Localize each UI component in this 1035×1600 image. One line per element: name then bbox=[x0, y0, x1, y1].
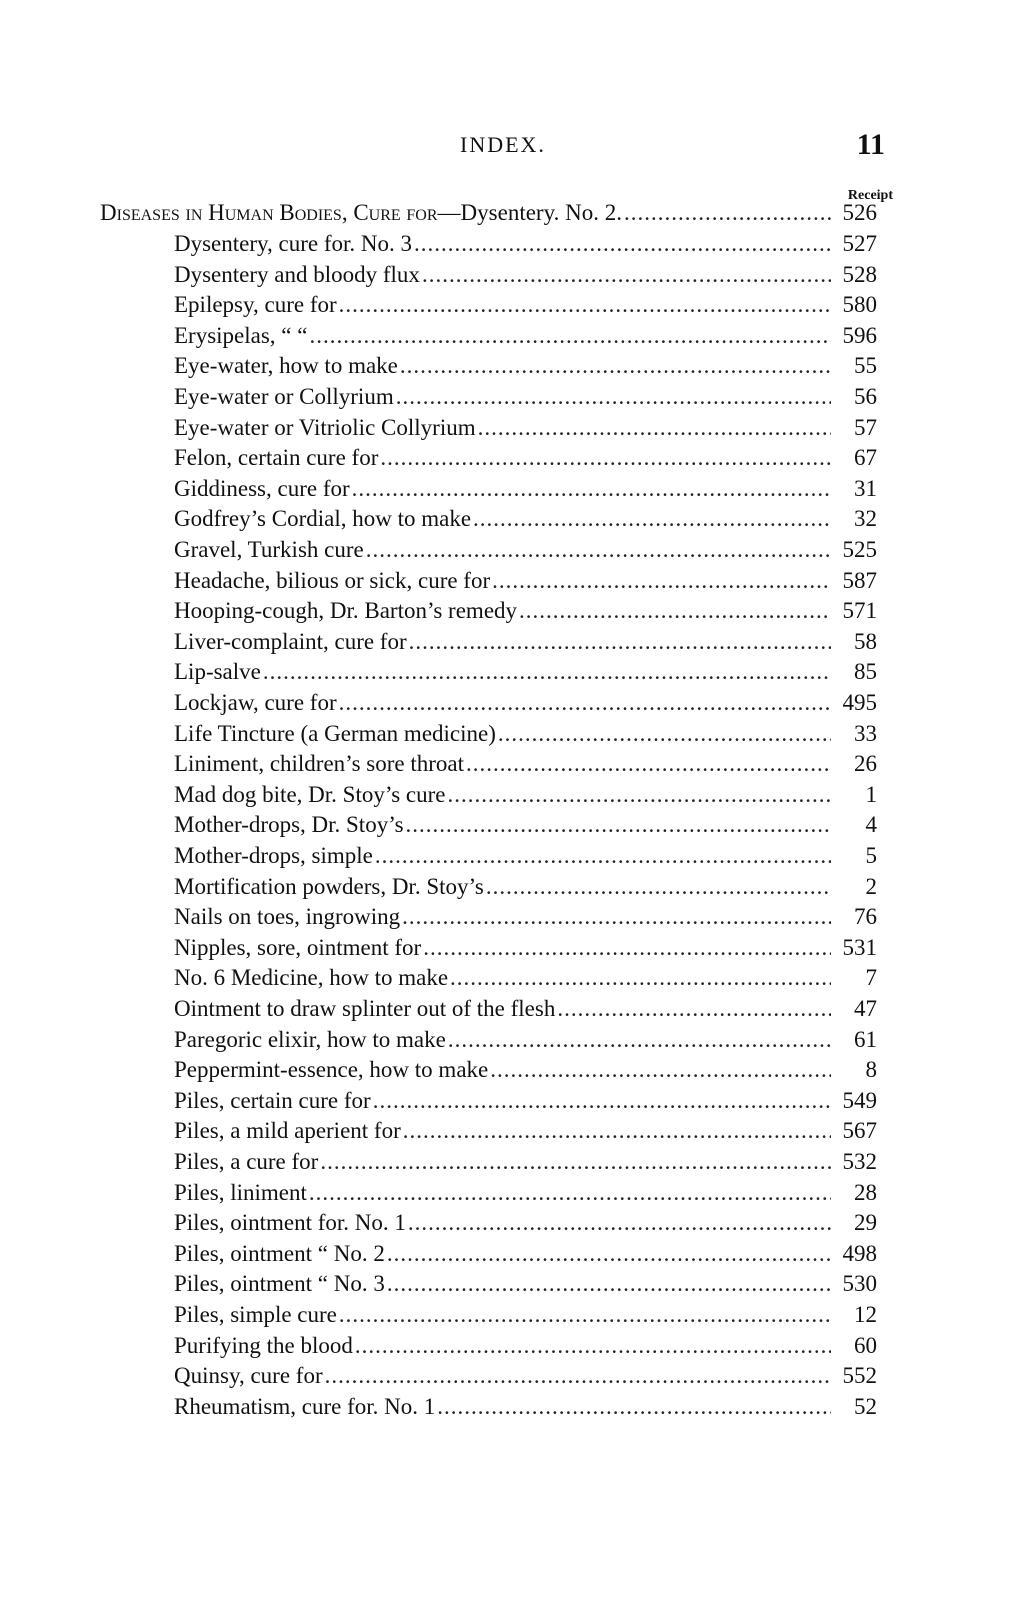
index-entry bbox=[174, 445, 877, 475]
lead-entry-text: —Dysentery. No. 2. bbox=[437, 200, 622, 225]
index-entry bbox=[174, 721, 877, 751]
index-entry bbox=[174, 812, 877, 842]
entry-text: No. 6 Medicine, how to make bbox=[174, 965, 449, 991]
entry-text: Hooping-cough, Dr. Barton’s remedy bbox=[174, 598, 518, 624]
receipt-number: 495 bbox=[842, 690, 877, 715]
leader-dots bbox=[423, 935, 831, 961]
entry-text: Ointment to draw splinter out of the flesh bbox=[174, 996, 556, 1021]
receipt-number: 31 bbox=[854, 475, 877, 501]
entry-text: Dysentery, cure for. No. 3 bbox=[174, 231, 413, 256]
receipt-number: 52 bbox=[854, 1393, 877, 1419]
entry-text: Piles, simple cure bbox=[174, 1302, 337, 1327]
index-entry bbox=[174, 292, 877, 322]
leader-dots bbox=[325, 1363, 831, 1389]
index-entry bbox=[174, 537, 877, 567]
receipt-number: 525 bbox=[842, 537, 877, 562]
entry-text: Piles, a mild aperient for bbox=[174, 1118, 401, 1144]
entry-text: Paregoric elixir, how to make bbox=[174, 1026, 446, 1052]
receipt-number: 55 bbox=[854, 353, 877, 379]
receipt-number: 58 bbox=[854, 628, 877, 654]
receipt-number: 26 bbox=[854, 751, 877, 777]
index-entry bbox=[174, 476, 877, 506]
receipt-number: 8 bbox=[865, 1057, 877, 1083]
entry-text: Life Tincture (a German medicine) bbox=[174, 720, 496, 746]
index-entry bbox=[174, 1363, 877, 1393]
receipt-number: 85 bbox=[854, 659, 877, 685]
index-entry bbox=[174, 568, 877, 598]
leader-dots bbox=[339, 1302, 831, 1328]
receipt-number: 4 bbox=[865, 812, 877, 838]
entry-text: Mortification powders, Dr. Stoy’s bbox=[174, 873, 484, 899]
receipt-number: 56 bbox=[854, 384, 877, 409]
leader-dots bbox=[406, 812, 831, 838]
index-entry bbox=[174, 1057, 877, 1087]
entry-text: Lockjaw, cure for bbox=[174, 690, 337, 715]
index-entry bbox=[174, 629, 877, 659]
leader-dots bbox=[414, 231, 831, 257]
leader-dots bbox=[490, 1057, 831, 1083]
receipt-number: 552 bbox=[842, 1363, 877, 1389]
entry-text: Giddiness, cure for bbox=[174, 475, 350, 501]
leader-dots bbox=[466, 751, 831, 777]
leader-dots bbox=[380, 445, 831, 471]
entry-text: Godfrey’s Cordial, how to make bbox=[174, 506, 472, 532]
index-entry bbox=[174, 231, 877, 261]
leader-dots bbox=[320, 1149, 831, 1175]
leader-dots bbox=[519, 598, 831, 624]
index-entry bbox=[174, 1210, 877, 1240]
section-heading: Diseases in Human Bodies, Cure for bbox=[100, 200, 438, 225]
receipt-number: 29 bbox=[854, 1210, 877, 1236]
entry-text: Felon, certain cure for bbox=[174, 445, 379, 471]
index-entry bbox=[174, 1118, 877, 1148]
leader-dots bbox=[437, 1394, 831, 1420]
index-entry bbox=[174, 690, 877, 720]
entry-text: Erysipelas, “ “ bbox=[174, 322, 308, 348]
leader-dots bbox=[387, 1241, 831, 1267]
receipt-number: 498 bbox=[842, 1240, 877, 1266]
entry-text: Dysentery and bloody flux bbox=[174, 261, 420, 287]
entry-text: Eye-water or Vitriolic Collyrium bbox=[174, 414, 476, 440]
receipt-number: 60 bbox=[854, 1332, 877, 1358]
entry-text: Piles, ointment “ No. 2 bbox=[174, 1240, 385, 1266]
receipt-number: 47 bbox=[854, 996, 877, 1021]
running-head: INDEX. bbox=[460, 132, 546, 157]
entry-text: Mother-drops, Dr. Stoy’s bbox=[174, 812, 404, 838]
receipt-number: 5 bbox=[865, 843, 877, 868]
index-entry bbox=[174, 323, 877, 353]
entry-text: Piles, ointment “ No. 3 bbox=[174, 1271, 385, 1297]
index-lead-entry bbox=[100, 200, 877, 230]
leader-dots bbox=[498, 721, 831, 747]
entry-text: Quinsy, cure for bbox=[174, 1363, 323, 1389]
leader-dots bbox=[448, 782, 832, 808]
receipt-number: 33 bbox=[854, 720, 877, 746]
receipt-number: 580 bbox=[842, 292, 877, 318]
index-entry bbox=[174, 384, 877, 414]
leader-dots bbox=[396, 384, 831, 410]
entry-text: Gravel, Turkish cure bbox=[174, 537, 364, 562]
index-entry bbox=[174, 415, 877, 445]
entry-text: Purifying the blood bbox=[174, 1332, 353, 1358]
entry-text: Eye-water or Collyrium bbox=[174, 384, 394, 409]
entry-text: Piles, ointment for. No. 1 bbox=[174, 1210, 406, 1236]
entry-text: Piles, a cure for bbox=[174, 1149, 319, 1174]
leader-dots bbox=[409, 629, 831, 655]
receipt-number: 61 bbox=[854, 1026, 877, 1052]
leader-dots bbox=[403, 1118, 831, 1144]
leader-dots bbox=[557, 996, 831, 1022]
leader-dots bbox=[473, 506, 831, 532]
index-entry bbox=[174, 782, 877, 812]
index-entry bbox=[174, 965, 877, 995]
index-entry bbox=[174, 996, 877, 1026]
receipt-number: 530 bbox=[842, 1271, 877, 1297]
leader-dots bbox=[366, 537, 831, 563]
entry-text: Mad dog bite, Dr. Stoy’s cure bbox=[174, 781, 446, 807]
receipt-number: 587 bbox=[842, 567, 877, 593]
index-entry bbox=[174, 1088, 877, 1118]
leader-dots bbox=[375, 843, 831, 869]
index-entry bbox=[174, 935, 877, 965]
leader-dots bbox=[309, 323, 831, 349]
receipt-column-label: Receipt bbox=[847, 188, 893, 203]
leader-dots bbox=[450, 965, 831, 991]
index-entry bbox=[174, 1394, 877, 1424]
receipt-number: 531 bbox=[842, 934, 877, 960]
entry-text: Piles, liniment bbox=[174, 1179, 307, 1205]
index-entry bbox=[174, 506, 877, 536]
receipt-number: 549 bbox=[842, 1087, 877, 1113]
index-entry bbox=[174, 1180, 877, 1210]
entry-text: Liniment, children’s sore throat bbox=[174, 751, 464, 777]
entry-text: Rheumatism, cure for. No. 1 bbox=[174, 1393, 436, 1419]
index-entry bbox=[174, 659, 877, 689]
leader-dots bbox=[309, 1180, 831, 1206]
entry-text: Liver-complaint, cure for bbox=[174, 628, 407, 654]
leader-dots bbox=[339, 690, 831, 716]
index-entry bbox=[174, 1027, 877, 1057]
leader-dots bbox=[486, 874, 831, 900]
leader-dots bbox=[387, 1271, 831, 1297]
receipt-number: 571 bbox=[842, 598, 877, 624]
leader-dots bbox=[339, 292, 831, 318]
leader-dots bbox=[624, 200, 831, 226]
index-entry bbox=[174, 1302, 877, 1332]
leader-dots bbox=[422, 262, 831, 288]
page-number: 11 bbox=[856, 128, 885, 161]
entry-text: Peppermint-essence, how to make bbox=[174, 1057, 489, 1083]
receipt-number: 596 bbox=[842, 322, 877, 348]
receipt-number: 527 bbox=[842, 231, 877, 256]
leader-dots bbox=[263, 659, 831, 685]
index-entry bbox=[174, 1149, 877, 1179]
leader-dots bbox=[400, 353, 831, 379]
index-entry bbox=[174, 1241, 877, 1271]
receipt-number: 528 bbox=[842, 261, 877, 287]
leader-dots bbox=[408, 1210, 831, 1236]
entry-text: Eye-water, how to make bbox=[174, 353, 398, 379]
leader-dots bbox=[448, 1027, 831, 1053]
index-entry bbox=[174, 598, 877, 628]
index-entry bbox=[174, 1333, 877, 1363]
index-entry bbox=[174, 262, 877, 292]
entry-text: Epilepsy, cure for bbox=[174, 292, 337, 318]
index-entry bbox=[174, 843, 877, 873]
receipt-number: 57 bbox=[854, 414, 877, 440]
receipt-number: 28 bbox=[854, 1179, 877, 1205]
leader-dots bbox=[355, 1333, 831, 1359]
receipt-number: 76 bbox=[854, 904, 877, 930]
leader-dots bbox=[373, 1088, 831, 1114]
index-entry bbox=[174, 904, 877, 934]
entry-text: Piles, certain cure for bbox=[174, 1087, 371, 1113]
leader-dots bbox=[402, 904, 831, 930]
receipt-number: 2 bbox=[865, 873, 877, 899]
index-entry bbox=[174, 874, 877, 904]
leader-dots bbox=[492, 568, 831, 594]
index-entry bbox=[174, 353, 877, 383]
index-entry bbox=[174, 751, 877, 781]
index-entry bbox=[174, 1271, 877, 1301]
receipt-number: 32 bbox=[854, 506, 877, 532]
receipt-number: 526 bbox=[842, 200, 877, 225]
entry-text: Headache, bilious or sick, cure for bbox=[174, 567, 491, 593]
receipt-number: 67 bbox=[854, 445, 877, 471]
receipt-number: 1 bbox=[865, 781, 877, 807]
receipt-number: 532 bbox=[842, 1149, 877, 1174]
page-header bbox=[0, 128, 1035, 168]
entry-text: Nipples, sore, ointment for bbox=[174, 934, 422, 960]
leader-dots bbox=[478, 415, 831, 441]
receipt-number: 12 bbox=[854, 1302, 877, 1327]
receipt-number: 567 bbox=[842, 1118, 877, 1144]
entry-text: Mother-drops, simple bbox=[174, 843, 373, 868]
leader-dots bbox=[352, 476, 831, 502]
entry-text: Lip-salve bbox=[174, 659, 261, 685]
entry-text: Nails on toes, ingrowing bbox=[174, 904, 401, 930]
receipt-number: 7 bbox=[865, 965, 877, 991]
